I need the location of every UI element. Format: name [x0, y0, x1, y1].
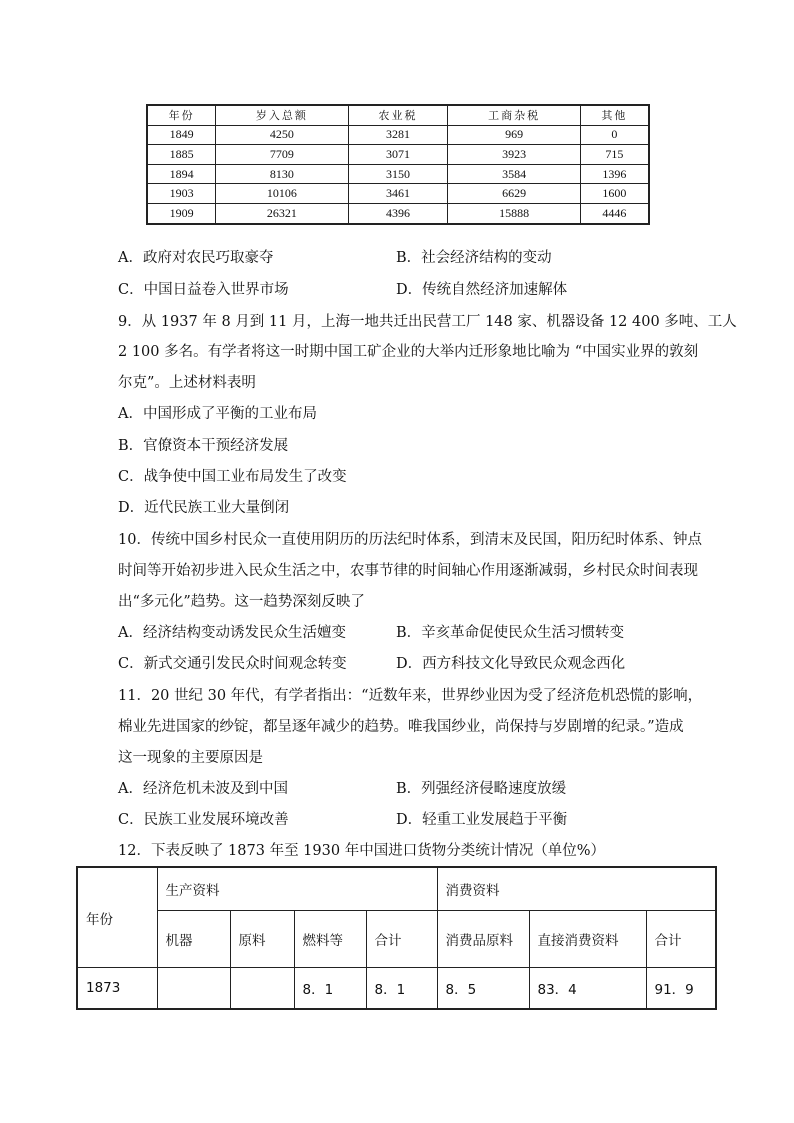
table-cell: 10106 — [216, 184, 348, 204]
table-cell: 8．1 — [366, 968, 437, 1010]
table-row — [77, 968, 716, 1010]
table-cell: 3281 — [348, 125, 448, 145]
subheader-cell: 机器 — [157, 911, 230, 968]
option-b: B．社会经济结构的变动 — [396, 250, 552, 266]
q12-stem: 12．下表反映了 1873 年至 1930 年中国进口货物分类统计情况（单位%） — [118, 843, 605, 859]
option-c: C．中国日益卷入世界市场 — [118, 282, 289, 298]
subheader-cell: 原料 — [230, 911, 294, 968]
option-a: A．经济结构变动诱发民众生活嬗变 — [118, 625, 346, 641]
option-d: D．西方科技文化导致民众观念西化 — [396, 656, 626, 672]
table-header-row — [147, 105, 649, 125]
table-cell: 1894 — [147, 164, 216, 184]
table-cell: 715 — [580, 145, 649, 165]
q9-option-b: B．官僚资本干预经济发展 — [118, 438, 289, 454]
q11-stem-line-2: 棉业先进国家的纱锭，都呈逐年减少的趋势。唯我国纱业，尚保持与岁剧增的纪录。”造成 — [118, 719, 684, 735]
q8-options-row-1 — [118, 248, 552, 268]
option-b: B．辛亥革命促使民众生活习惯转变 — [396, 625, 625, 641]
option-c: C．民族工业发展环境改善 — [118, 812, 289, 828]
header-cell: 工商杂税 — [448, 105, 580, 125]
q8-options-row-2 — [118, 280, 568, 300]
q10-stem-line-3: 出“多元化”趋势。这一趋势深刻反映了 — [118, 594, 365, 610]
table-row — [147, 203, 649, 223]
table-cell: 8130 — [216, 164, 348, 184]
table-subheader-row — [77, 911, 716, 968]
subheader-cell: 合计 — [646, 911, 716, 968]
import-table — [76, 866, 717, 1010]
table-row — [147, 164, 649, 184]
table-cell: 3923 — [448, 145, 580, 165]
table-cell: 1909 — [147, 203, 216, 223]
q10-options-row-1 — [118, 623, 625, 643]
table-row — [147, 184, 649, 204]
q11-options-row-2 — [118, 810, 568, 830]
table-cell: 969 — [448, 125, 580, 145]
option-d: D．轻重工业发展趋于平衡 — [396, 812, 568, 828]
q10-options-row-2 — [118, 654, 626, 674]
table-cell: 0 — [580, 125, 649, 145]
option-b: B．列强经济侵略速度放缓 — [396, 781, 567, 797]
subheader-cell: 消费品原料 — [437, 911, 529, 968]
table-cell: 83．4 — [529, 968, 646, 1010]
table-cell: 6629 — [448, 184, 580, 204]
option-a: A．经济危机未波及到中国 — [118, 781, 288, 797]
header-cell: 其他 — [580, 105, 649, 125]
table-cell: 3071 — [348, 145, 448, 165]
table-cell: 3584 — [448, 164, 580, 184]
table-cell: 1903 — [147, 184, 216, 204]
subheader-cell: 直接消费资料 — [529, 911, 646, 968]
group-header-production: 生产资料 — [157, 867, 437, 911]
q11-options-row-1 — [118, 779, 567, 799]
year-cell: 1873 — [77, 968, 157, 1010]
table-row — [147, 145, 649, 165]
q11-stem-line-3: 这一现象的主要原因是 — [118, 750, 263, 766]
year-header: 年份 — [77, 867, 157, 968]
table-header-row — [77, 867, 716, 911]
table-cell: 1396 — [580, 164, 649, 184]
q9-stem-line-1: 9．从 1937 年 8 月到 11 月，上海一地共迁出民营工厂 148 家、机器设备 12 400 多吨、工人 — [118, 314, 737, 330]
header-cell: 农业税 — [348, 105, 448, 125]
q9-stem-line-3: 尔克”。上述材料表明 — [118, 375, 256, 391]
table-cell: 3150 — [348, 164, 448, 184]
table-cell: 1849 — [147, 125, 216, 145]
option-d: D．传统自然经济加速解体 — [396, 282, 568, 298]
table-cell: 1885 — [147, 145, 216, 165]
q9-option-c: C．战争使中国工业布局发生了改变 — [118, 469, 347, 485]
header-cell: 岁入总额 — [216, 105, 348, 125]
group-header-consumption: 消费资料 — [437, 867, 716, 911]
table-row — [147, 125, 649, 145]
table-cell: 15888 — [448, 203, 580, 223]
table-cell: 4396 — [348, 203, 448, 223]
q9-option-a: A．中国形成了平衡的工业布局 — [118, 406, 317, 422]
table-cell: 7709 — [216, 145, 348, 165]
table-cell: 1600 — [580, 184, 649, 204]
revenue-table — [146, 104, 650, 225]
table-cell — [157, 968, 230, 1010]
table-cell: 91．9 — [646, 968, 716, 1010]
q9-stem-line-2: 2 100 多名。有学者将这一时期中国工矿企业的大举内迁形象地比喻为 “中国实业界的敦刻 — [118, 344, 699, 360]
subheader-cell: 燃料等 — [294, 911, 366, 968]
subheader-cell: 合计 — [366, 911, 437, 968]
table-cell: 26321 — [216, 203, 348, 223]
option-c: C．新式交通引发民众时间观念转变 — [118, 656, 347, 672]
table-cell: 8．5 — [437, 968, 529, 1010]
header-cell: 年份 — [147, 105, 216, 125]
table-cell — [230, 968, 294, 1010]
table-cell: 4250 — [216, 125, 348, 145]
table-cell: 3461 — [348, 184, 448, 204]
q9-option-d: D．近代民族工业大量倒闭 — [118, 500, 290, 516]
q10-stem-line-2: 时间等开始初步进入民众生活之中，农事节律的时间轴心作用逐渐减弱，乡村民众时间表现 — [118, 563, 698, 579]
option-a: A．政府对农民巧取豪夺 — [118, 250, 274, 266]
q10-stem-line-1: 10．传统中国乡村民众一直使用阴历的历法纪时体系，到清末及民国，阳历纪时体系、钟点 — [118, 532, 702, 548]
q11-stem-line-1: 11．20 世纪 30 年代，有学者指出：“近数年来，世界纱业因为受了经济危机恐慌的影响， — [118, 688, 703, 704]
table-cell: 8．1 — [294, 968, 366, 1010]
table-cell: 4446 — [580, 203, 649, 223]
